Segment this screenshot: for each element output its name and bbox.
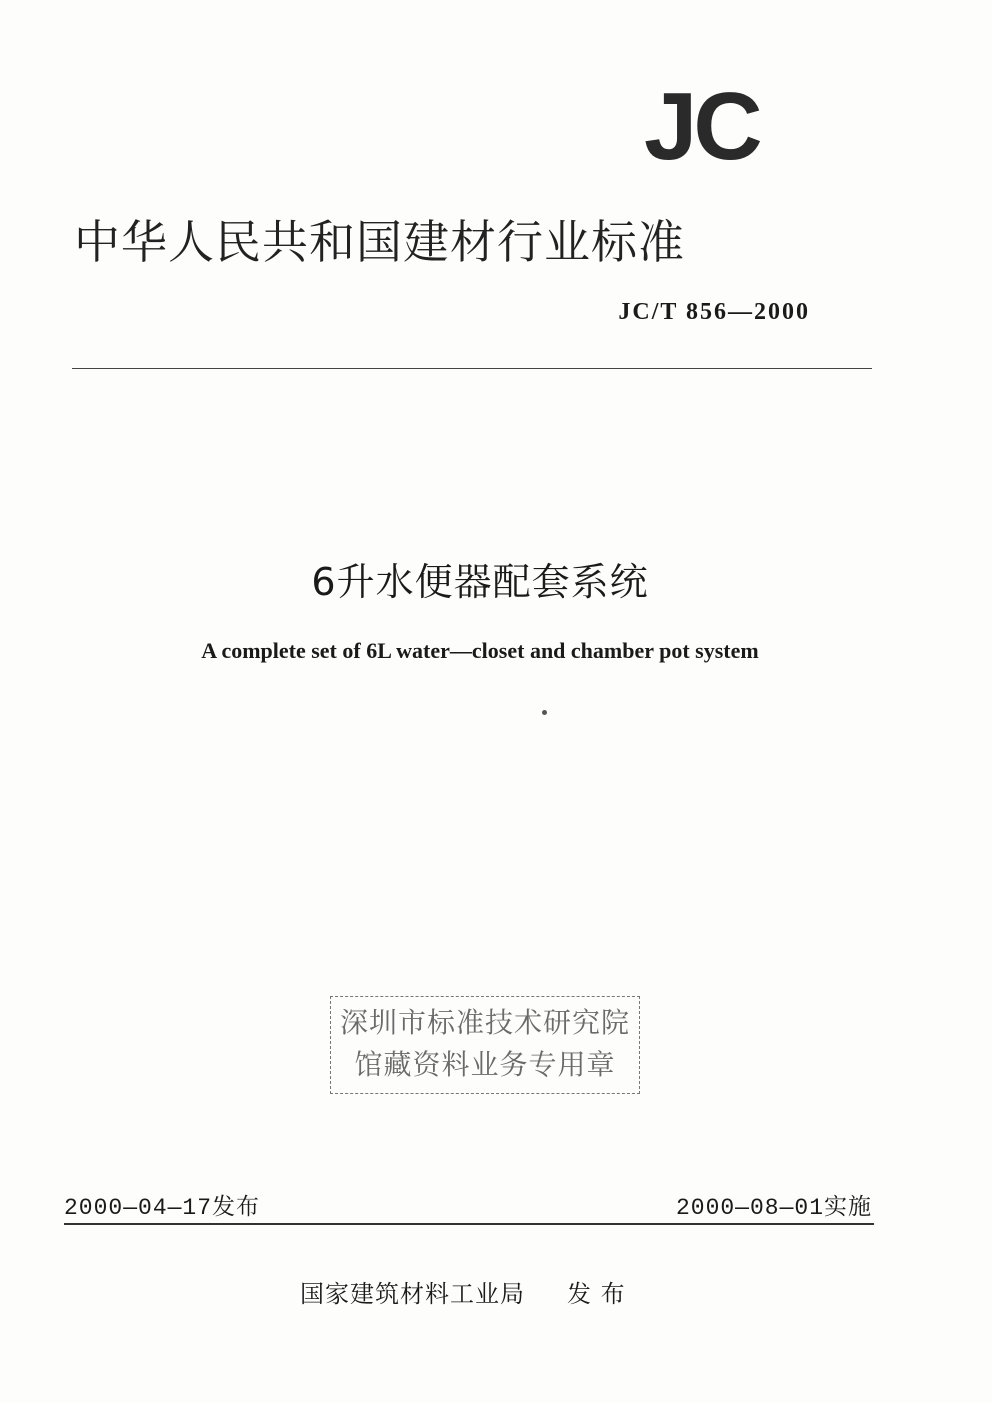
scan-speck (542, 710, 547, 715)
implementation-date: 2000—08—01实施 (675, 1195, 872, 1221)
standard-code: JC/T 856—2000 (618, 299, 810, 325)
standard-name: 中华人民共和国建材行业标准 (74, 215, 685, 269)
top-divider (72, 368, 872, 369)
stamp-line-1: 深圳市标准技术研究院 (339, 1006, 630, 1039)
stamp-line-2: 馆藏资料业务专用章 (354, 1048, 616, 1081)
document-title-chinese: 6升水便器配套系统 (311, 560, 649, 604)
issue-date: 2000—04—17发布 (64, 1195, 261, 1221)
library-stamp (330, 996, 640, 1094)
document-title-english: A complete set of 6L water—closet and chamber pot system (201, 638, 759, 663)
publisher-name: 国家建筑材料工业局 (300, 1280, 525, 1308)
bottom-divider (64, 1223, 874, 1225)
publisher-line (300, 1278, 640, 1310)
jc-logo: JC (644, 73, 759, 180)
publish-action: 发 布 (567, 1280, 626, 1308)
